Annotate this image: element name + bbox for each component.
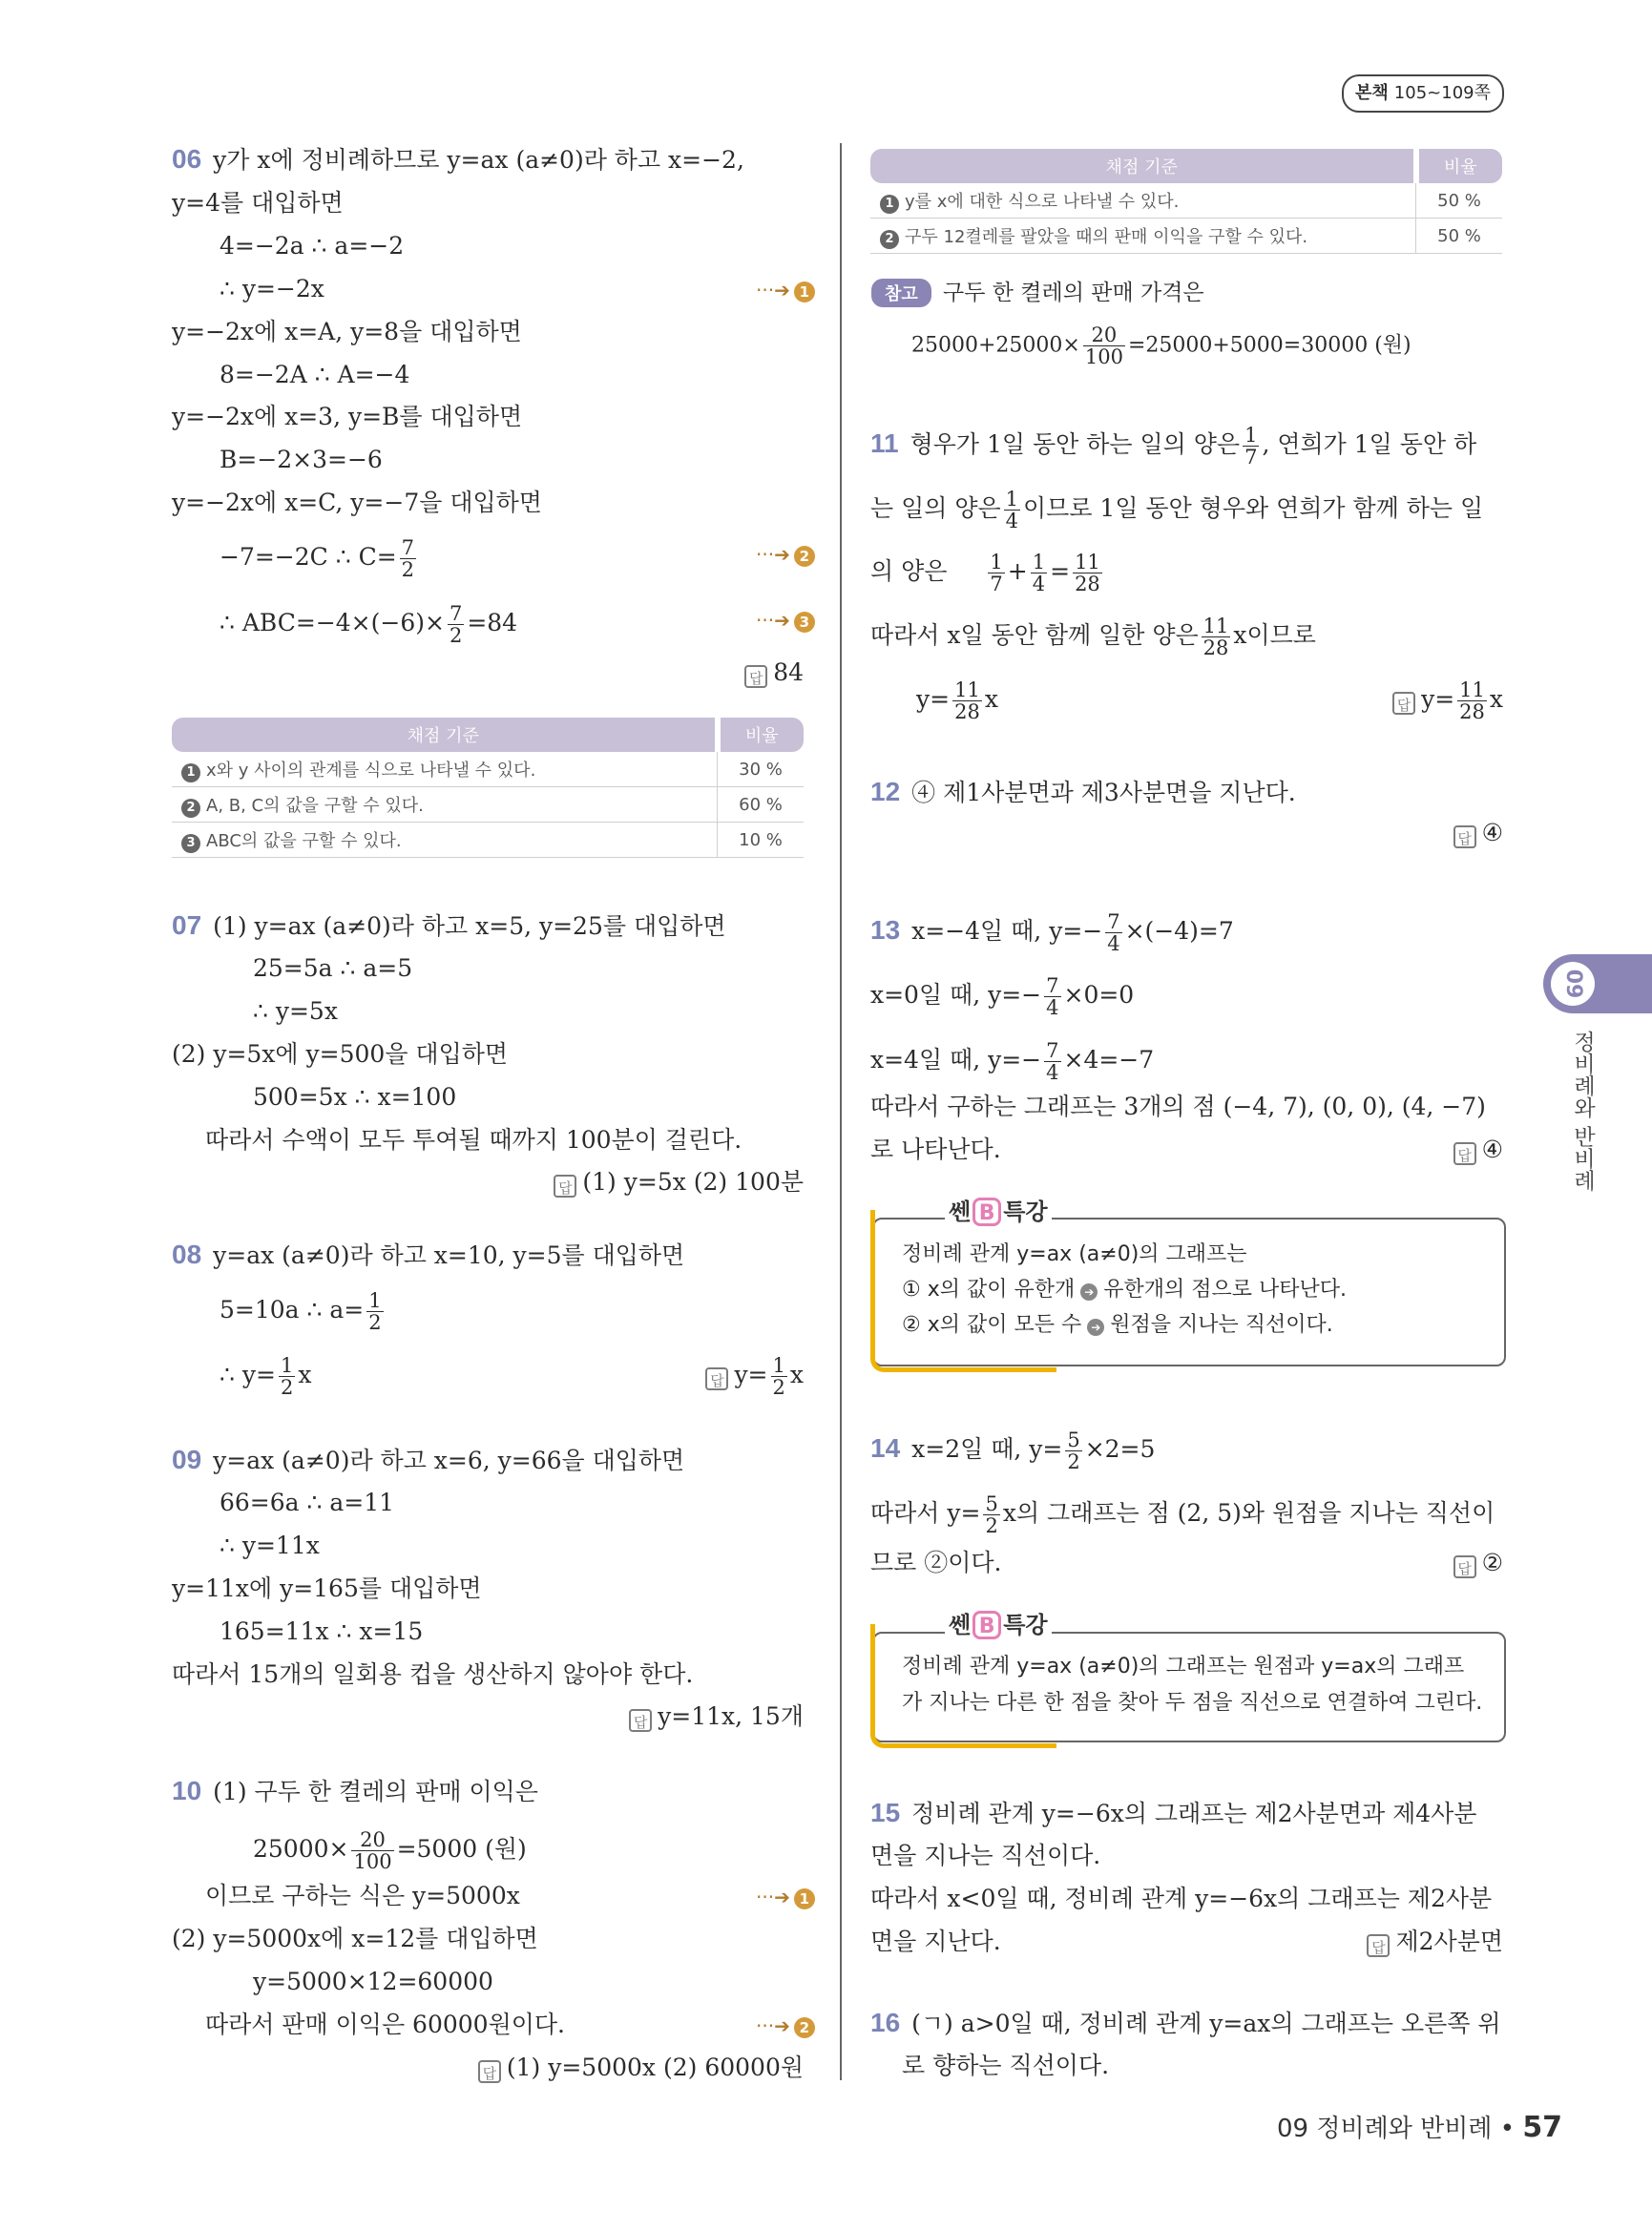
fraction: $\frac{20}{100}$ xyxy=(1084,323,1123,368)
fraction: $\frac{7}{2}$ xyxy=(401,536,415,581)
fraction: $\frac{11}{28}$ xyxy=(1459,678,1485,723)
problem-12-answer: 답 ④ xyxy=(1412,819,1503,848)
table-row: 2 구두 12켤레를 팔았을 때의 판매 이익을 구할 수 있다. 50 % xyxy=(870,219,1502,254)
problem-09-line-6: 따라서 15개의 일회용 컵을 생산하지 않아야 한다. xyxy=(172,1660,694,1688)
fraction: $\frac{11}{28}$ xyxy=(1075,551,1100,595)
problem-10-line-4: (2) y=5000x에 x=12를 대입하면 xyxy=(172,1925,538,1952)
answer-icon: 답 xyxy=(1453,1142,1476,1165)
fraction: $\frac{1}{4}$ xyxy=(1005,488,1019,532)
chapter-tab-title: 정비례와 반비례 xyxy=(1570,1031,1595,1192)
page-footer: 09 정비례와 반비례 • 57 xyxy=(1277,2111,1563,2144)
problem-12-line-1: 12 ④ 제1사분면과 제3사분면을 지난다. xyxy=(870,777,1296,806)
table-row: 3 ABC의 값을 구할 수 있다. 10 % xyxy=(172,823,804,858)
problem-07-line-4: (2) y=5x에 y=500을 대입하면 xyxy=(172,1040,509,1068)
problem-06-line-7: y=−2x에 x=3, y=B를 대입하면 xyxy=(172,403,523,430)
step-marker-2: ···➔ 2 xyxy=(756,543,815,567)
fraction: $\frac{11}{28}$ xyxy=(1202,615,1229,659)
table-row: 1 x와 y 사이의 관계를 식으로 나타낼 수 있다. 30 % xyxy=(172,752,804,787)
scoring-table-1: 채점 기준 비율 1 x와 y 사이의 관계를 식으로 나타낼 수 있다. 30 % 2 A, B, C의 값을 구할 수 있다. 60 % 3 ABC의 값을 구할 수 있다. 10 % xyxy=(172,718,804,858)
problem-06-line-1: 06 y가 x에 정비례하므로 y=ax (a≠0)라 하고 x=−2, xyxy=(172,144,744,174)
step-marker-1: ···➔ 1 xyxy=(756,1886,815,1909)
problem-06-line-5: y=−2x에 x=A, y=8을 대입하면 xyxy=(172,318,522,345)
problem-13-line-2: x=0일 때, y=− $\frac{7}{4}$ ×0=0 xyxy=(870,974,1135,1019)
problem-11-line-2: 는 일의 양은 $\frac{1}{4}$ 이므로 1일 동안 형우와 연희가 함께 하는 일 xyxy=(870,488,1484,532)
problem-16-line-1: 16 (ㄱ) a>0일 때, 정비례 관계 y=ax의 그래프는 오른쪽 위 xyxy=(870,2008,1501,2037)
fraction: $\frac{7}{4}$ xyxy=(1046,974,1059,1019)
tip-1-line-2: ① x의 값이 유한개 ➔ 유한개의 점으로 나타난다. xyxy=(902,1278,1347,1302)
problem-06-line-10: −7=−2C ∴ C= $\frac{7}{2}$ xyxy=(220,536,415,581)
answer-icon: 답 xyxy=(478,2060,501,2083)
problem-08-answer: 답 y= $\frac{1}{2}$ x xyxy=(649,1355,804,1398)
problem-06-line-8: B=−2×3=−6 xyxy=(220,446,383,473)
arrow-icon: ➔ xyxy=(1080,1283,1098,1301)
problem-06-line-3: 4=−2a ∴ a=−2 xyxy=(220,232,405,260)
tip-2-line-2: 가 지나는 다른 한 점을 찾아 두 점을 직선으로 연결하여 그린다. xyxy=(902,1691,1483,1715)
answer-icon: 답 xyxy=(1453,1555,1476,1578)
answer-icon: 답 xyxy=(629,1709,652,1732)
fraction: $\frac{1}{7}$ xyxy=(1244,424,1258,469)
problem-08-line-3: ∴ y= $\frac{1}{2}$ x xyxy=(220,1354,312,1399)
tip-box-2-heading: 쎈 B 특강 xyxy=(945,1606,1052,1639)
step-marker-3: ···➔ 3 xyxy=(756,609,815,633)
problem-15-line-3: 따라서 x<0일 때, 정비례 관계 y=−6x의 그래프는 제2사분 xyxy=(870,1885,1493,1912)
problem-10-line-3: 이므로 구하는 식은 y=5000x xyxy=(205,1882,520,1909)
problem-09-line-2: 66=6a ∴ a=11 xyxy=(220,1489,395,1516)
column-divider xyxy=(840,143,842,2080)
problem-07-line-2: 25=5a ∴ a=5 xyxy=(253,954,413,982)
table-row: 1 y를 x에 대한 식으로 나타낼 수 있다. 50 % xyxy=(870,183,1502,219)
problem-09-line-1: 09 y=ax (a≠0)라 하고 x=6, y=66을 대입하면 xyxy=(172,1445,685,1474)
problem-06-answer: 답 84 xyxy=(668,658,804,688)
tip-box-2-accent xyxy=(870,1624,1056,1748)
problem-11-line-5: y= $\frac{11}{28}$ x xyxy=(916,678,998,723)
fraction: $\frac{1}{2}$ xyxy=(280,1354,294,1399)
answer-icon: 답 xyxy=(1453,825,1476,848)
tip-box-1-heading: 쎈 B 특강 xyxy=(945,1193,1052,1226)
problem-10-line-2: 25000× $\frac{20}{100}$ =5000 (원) xyxy=(253,1828,527,1873)
problem-15-answer: 답 제2사분면 xyxy=(1336,1928,1503,1957)
fraction: $\frac{20}{100}$ xyxy=(353,1828,392,1873)
problem-06-line-4: ∴ y=−2x xyxy=(220,275,324,302)
problem-10-line-6: 따라서 판매 이익은 60000원이다. xyxy=(205,2011,565,2038)
problem-09-answer: 답 y=11x, 15개 xyxy=(573,1702,804,1732)
fraction: $\frac{7}{4}$ xyxy=(1046,1039,1059,1084)
fraction: $\frac{1}{2}$ xyxy=(368,1289,382,1334)
problem-14-line-3: 므로 ②이다. xyxy=(870,1549,1002,1576)
step-marker-1: ···➔ 1 xyxy=(756,279,815,302)
arrow-icon: ➔ xyxy=(1087,1319,1104,1336)
problem-13-line-3: x=4일 때, y=− $\frac{7}{4}$ ×4=−7 xyxy=(870,1039,1155,1084)
b-icon: B xyxy=(972,1198,1001,1226)
fraction: $\frac{11}{28}$ xyxy=(954,678,980,723)
problem-07-line-3: ∴ y=5x xyxy=(253,997,338,1025)
problem-06-line-9: y=−2x에 x=C, y=−7을 대입하면 xyxy=(172,489,542,516)
problem-15-line-2: 면을 지나는 직선이다. xyxy=(870,1842,1101,1869)
problem-07-line-1: 07 (1) y=ax (a≠0)라 하고 x=5, y=25를 대입하면 xyxy=(172,910,726,940)
problem-07-line-6: 따라서 수액이 모두 투여될 때까지 100분이 걸린다. xyxy=(205,1126,742,1154)
fraction: $\frac{5}{2}$ xyxy=(985,1492,998,1537)
note-text: 구두 한 켤레의 판매 가격은 xyxy=(943,281,1204,305)
tip-1-line-1: 정비례 관계 y=ax (a≠0)의 그래프는 xyxy=(902,1242,1247,1266)
answer-icon: 답 xyxy=(744,665,767,688)
problem-15-line-1: 15 정비례 관계 y=−6x의 그래프는 제2사분면과 제4사분 xyxy=(870,1798,1477,1827)
problem-15-line-4: 면을 지난다. xyxy=(870,1928,1001,1955)
scoring-table-2: 채점 기준 비율 1 y를 x에 대한 식으로 나타낼 수 있다. 50 % 2 구두 12켤레를 팔았을 때의 판매 이익을 구할 수 있다. 50 % xyxy=(870,149,1502,254)
problem-10-line-5: y=5000×12=60000 xyxy=(253,1968,493,1995)
page-number: 57 xyxy=(1522,2111,1563,2144)
note-label: 참고 xyxy=(871,279,931,307)
chapter-tab-number: 09 xyxy=(1551,962,1595,1006)
fraction: $\frac{1}{7}$ xyxy=(990,551,1003,595)
problem-09-line-3: ∴ y=11x xyxy=(220,1532,320,1559)
fraction: $\frac{5}{2}$ xyxy=(1067,1428,1080,1473)
answer-icon: 답 xyxy=(1367,1934,1390,1957)
problem-11-answer: 답 y= $\frac{11}{28}$ x xyxy=(1336,679,1503,722)
fraction: $\frac{7}{2}$ xyxy=(449,602,463,647)
problem-11-line-1: 11 형우가 1일 동안 하는 일의 양은 $\frac{1}{7}$ , 연희가 1일 동안 하 xyxy=(870,424,1477,469)
tip-1-line-3: ② x의 값이 모든 수 ➔ 원점을 지나는 직선이다. xyxy=(902,1313,1333,1337)
problem-13-line-4: 따라서 구하는 그래프는 3개의 점 (−4, 7), (0, 0), (4, −7) xyxy=(870,1093,1486,1120)
problem-10-answer: 답 (1) y=5000x (2) 60000원 xyxy=(477,2054,804,2083)
step-marker-2: ···➔ 2 xyxy=(756,2014,815,2038)
chapter-tab xyxy=(1543,954,1652,1013)
problem-09-line-4: y=11x에 y=165를 대입하면 xyxy=(172,1574,482,1602)
problem-14-answer: 답 ② xyxy=(1412,1549,1503,1578)
fraction: $\frac{1}{2}$ xyxy=(772,1354,785,1399)
problem-14-line-1: 14 x=2일 때, y= $\frac{5}{2}$ ×2=5 xyxy=(870,1428,1156,1473)
problem-14-line-2: 따라서 y= $\frac{5}{2}$ x의 그래프는 점 (2, 5)와 원점을 지나는 직선이 xyxy=(870,1492,1495,1537)
fraction: $\frac{1}{4}$ xyxy=(1032,551,1046,595)
problem-13-answer: 답 ④ xyxy=(1412,1136,1503,1165)
problem-07-answer: 답 (1) y=5x (2) 100분 xyxy=(515,1168,804,1198)
answer-icon: 답 xyxy=(554,1175,576,1198)
problem-10-line-1: 10 (1) 구두 한 켤레의 판매 이익은 xyxy=(172,1776,538,1805)
fraction: $\frac{7}{4}$ xyxy=(1107,910,1120,955)
problem-13-line-1: 13 x=−4일 때, y=− $\frac{7}{4}$ ×(−4)=7 xyxy=(870,910,1234,955)
problem-06-line-2: y=4를 대입하면 xyxy=(172,189,344,217)
tip-2-line-1: 정비례 관계 y=ax (a≠0)의 그래프는 원점과 y=ax의 그래프 xyxy=(902,1655,1465,1678)
problem-11-line-3: 의 양은 $\frac{1}{7}$ + $\frac{1}{4}$ = $\frac{11}{28}$ xyxy=(870,551,1100,595)
problem-08-line-1: 08 y=ax (a≠0)라 하고 x=10, y=5를 대입하면 xyxy=(172,1240,685,1269)
answer-icon: 답 xyxy=(705,1367,728,1390)
problem-13-line-5: 로 나타난다. xyxy=(870,1136,1001,1163)
problem-06-line-6: 8=−2A ∴ A=−4 xyxy=(220,361,410,388)
note-equation: 25000+25000× $\frac{20}{100}$ =25000+5000=30000 (원) xyxy=(911,323,1412,368)
problem-11-line-4: 따라서 x일 동안 함께 일한 양은 $\frac{11}{28}$ x이므로 xyxy=(870,615,1316,659)
problem-08-line-2: 5=10a ∴ a= $\frac{1}{2}$ xyxy=(220,1289,382,1334)
answer-icon: 답 xyxy=(1392,692,1415,715)
page-range-badge: 본책 105~109쪽 xyxy=(1342,74,1504,113)
problem-16-line-2: 로 향하는 직선이다. xyxy=(902,2052,1110,2079)
b-icon: B xyxy=(972,1611,1001,1639)
problem-06-line-11: ∴ ABC=−4×(−6)× $\frac{7}{2}$ =84 xyxy=(220,602,518,647)
problem-07-line-5: 500=5x ∴ x=100 xyxy=(253,1083,457,1111)
table-row: 2 A, B, C의 값을 구할 수 있다. 60 % xyxy=(172,787,804,823)
problem-09-line-5: 165=11x ∴ x=15 xyxy=(220,1617,424,1645)
